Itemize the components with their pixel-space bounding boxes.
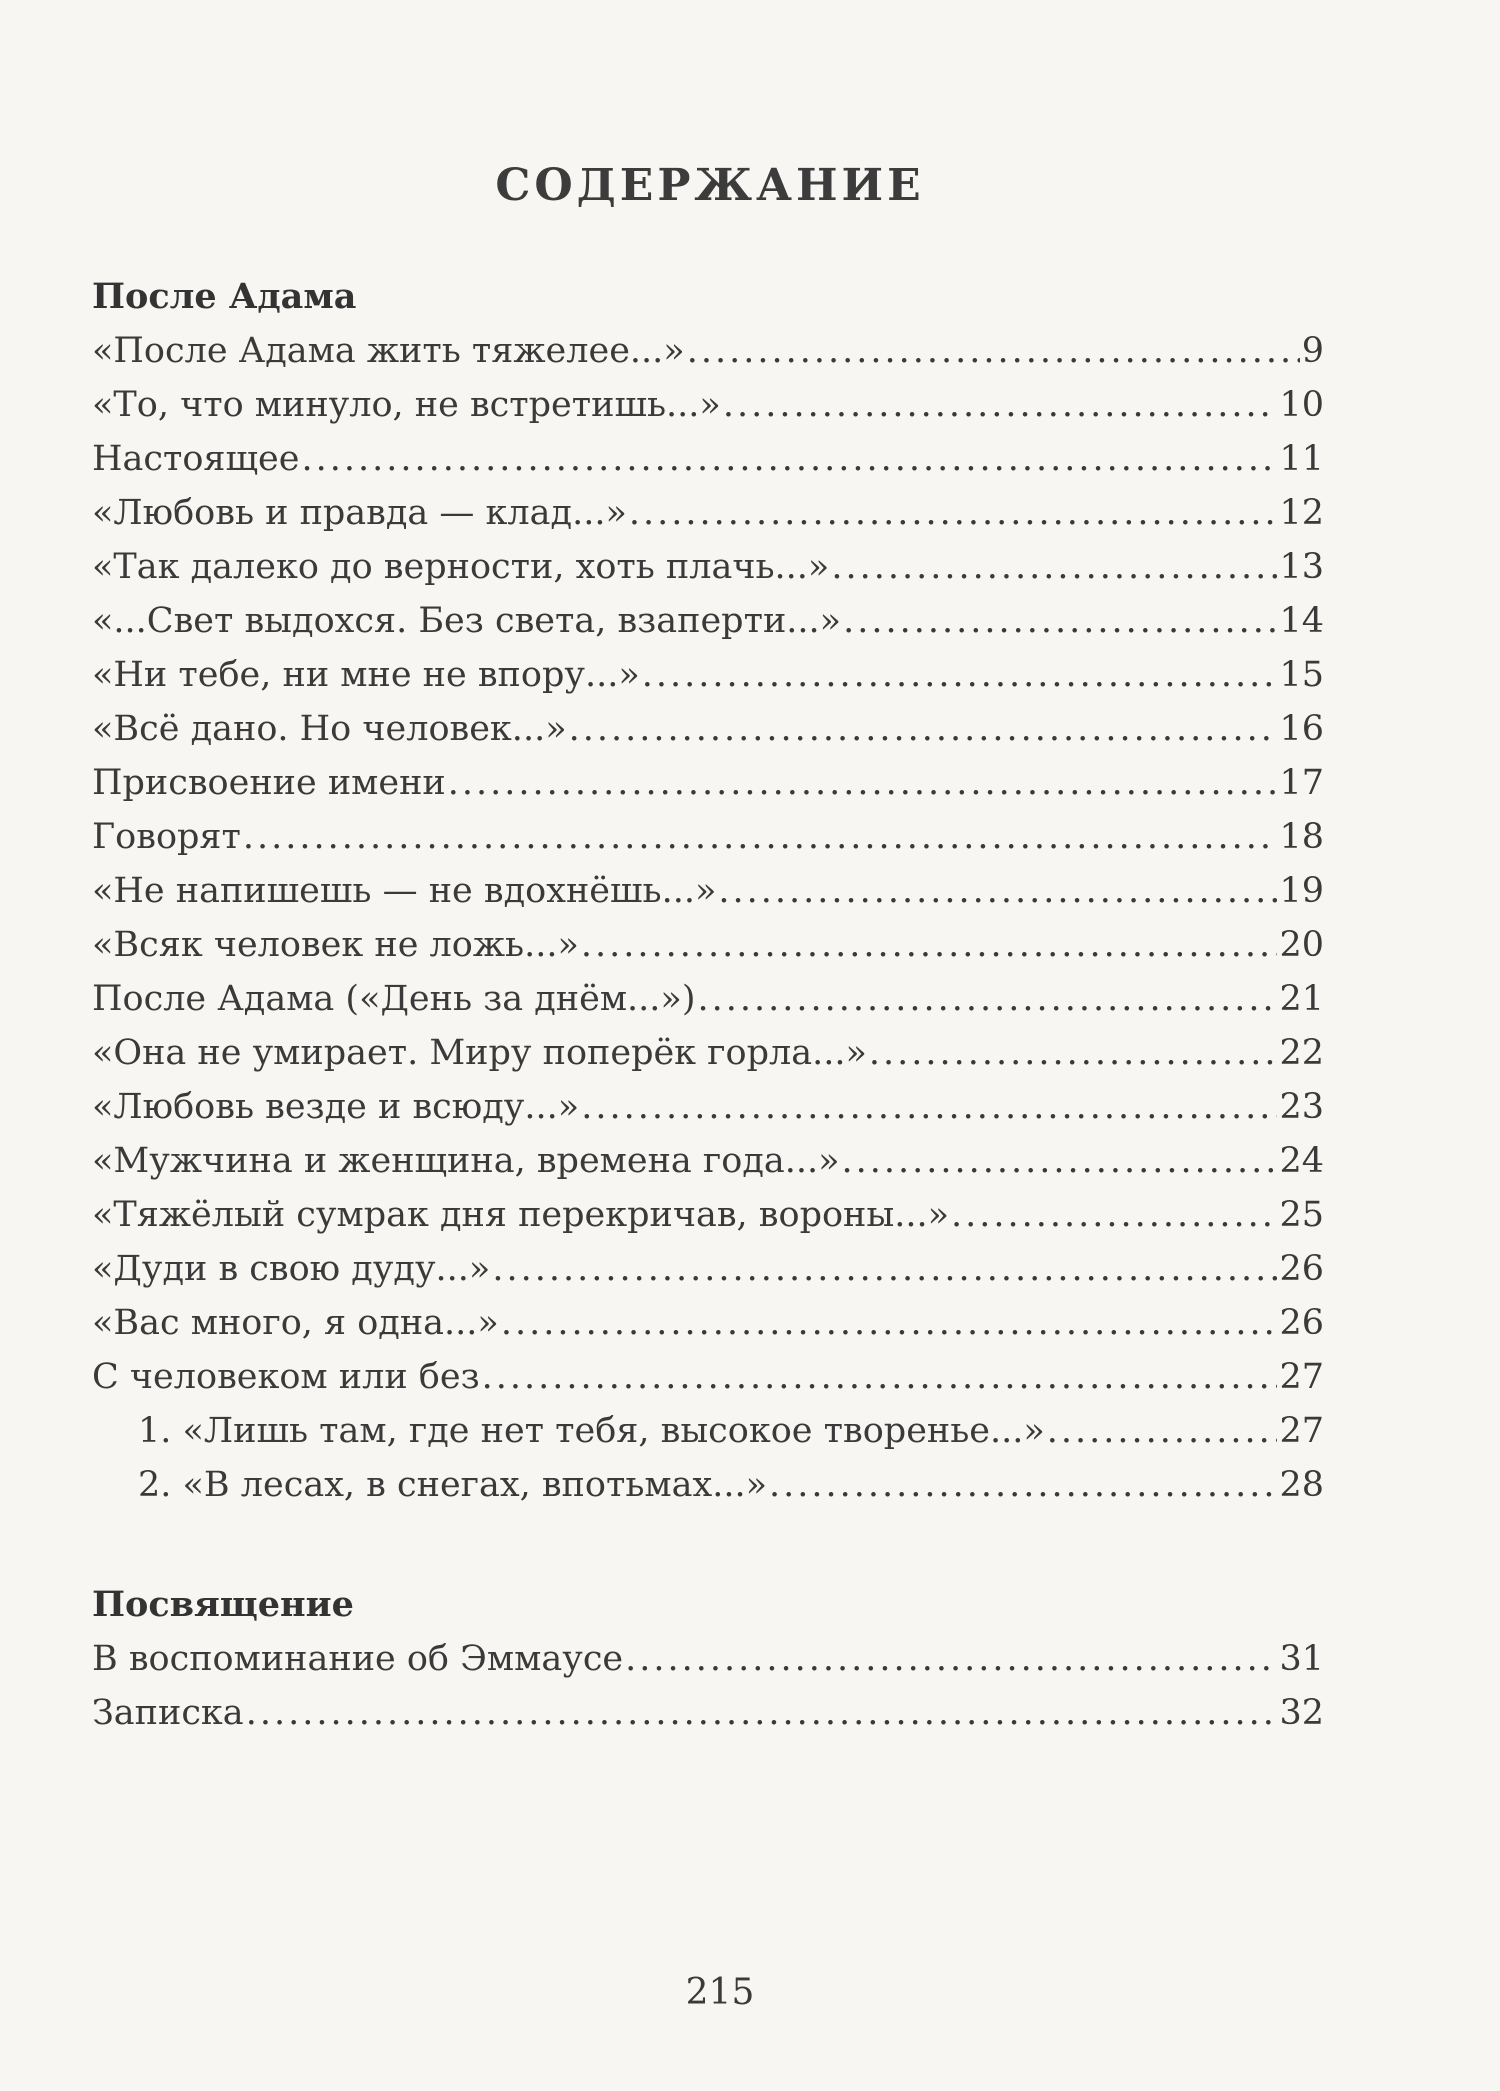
dot-leader [625,1632,1277,1686]
toc-entry [92,810,1324,864]
toc-entry [92,1242,1324,1296]
entry-title: «Так далеко до верности, хоть плачь...» [92,547,830,587]
entry-title: «Всё дано. Но человек...» [92,709,567,749]
toc-entry [92,540,1324,594]
entry-title: С человеком или без [92,1357,480,1397]
entry-page-number: 13 [1279,547,1324,587]
entry-page-number: 19 [1279,871,1324,911]
toc-entry [92,1350,1324,1404]
toc-entry [92,1188,1324,1242]
entry-page-number: 16 [1279,709,1324,749]
dot-leader [482,1350,1278,1404]
dot-leader [581,918,1278,972]
dot-leader [629,486,1278,540]
entry-page-number: 24 [1279,1141,1324,1181]
section-heading-posle-adama: После Адама [92,276,357,317]
toc-entry [92,324,1324,378]
toc-entry [92,864,1324,918]
toc-entry [92,378,1324,432]
toc-entry [92,432,1324,486]
page-number-footer: 215 [685,1972,755,2013]
dot-leader [843,594,1277,648]
dot-leader [869,1026,1278,1080]
entry-page-number: 27 [1279,1411,1324,1451]
entry-title: «Вас много, я одна...» [92,1303,499,1343]
entry-title: Настоящее [92,439,300,479]
entry-page-number: 27 [1279,1357,1324,1397]
page-title: СОДЕРЖАНИЕ [495,160,925,211]
toc-entry [92,1026,1324,1080]
entry-page-number: 14 [1279,601,1324,641]
toc-entry [92,1296,1324,1350]
toc-entry [92,972,1324,1026]
entry-title: «Всяк человек не ложь...» [92,925,579,965]
entry-title: «Ни тебе, ни мне не впору...» [92,655,640,695]
entry-page-number: 32 [1279,1693,1324,1733]
dot-leader [698,972,1278,1026]
entry-page-number: 28 [1279,1465,1324,1505]
entry-title: «Она не умирает. Миру поперёк горла...» [92,1033,867,1073]
entry-page-number: 22 [1279,1033,1324,1073]
toc-entry [92,1080,1324,1134]
entry-page-number: 26 [1279,1249,1324,1289]
entry-page-number: 25 [1279,1195,1324,1235]
toc-entry [92,594,1324,648]
dot-leader [301,432,1277,486]
entry-page-number: 18 [1279,817,1324,857]
entry-page-number: 9 [1301,331,1324,371]
toc-subentry [92,1458,1324,1512]
toc-entry [92,1632,1324,1686]
toc-entry [92,648,1324,702]
entry-title: «Мужчина и женщина, времена года...» [92,1141,840,1181]
dot-leader [687,324,1300,378]
dot-leader [769,1458,1277,1512]
dot-leader [723,378,1278,432]
toc-entry [92,702,1324,756]
entry-title: Записка [92,1693,244,1733]
section-gap [92,1512,1324,1578]
dot-leader [569,702,1278,756]
entry-title: 1. «Лишь там, где нет тебя, высокое творенье...» [138,1411,1045,1451]
entry-page-number: 26 [1279,1303,1324,1343]
entry-title: «Тяжёлый сумрак дня перекричав, вороны...» [92,1195,950,1235]
dot-leader [642,648,1278,702]
dot-leader [831,540,1277,594]
dot-leader [501,1296,1278,1350]
entry-title: В воспоминание об Эммаусе [92,1639,624,1679]
entry-page-number: 11 [1279,439,1324,479]
entry-page-number: 10 [1279,385,1324,425]
entry-title: «Любовь и правда — клад...» [92,493,627,533]
dot-leader [581,1080,1277,1134]
entry-page-number: 20 [1279,925,1324,965]
entry-page-number: 15 [1279,655,1324,695]
table-of-contents [92,270,1324,1740]
dot-leader [842,1134,1278,1188]
entry-title: «То, что минуло, не встретишь...» [92,385,721,425]
toc-entry [92,918,1324,972]
entry-title: «Дуди в свою дуду...» [92,1249,491,1289]
entry-title: Говорят [92,817,241,857]
entry-page-number: 17 [1279,763,1324,803]
dot-leader [492,1242,1277,1296]
entry-page-number: 31 [1279,1639,1324,1679]
toc-subentry [92,1404,1324,1458]
toc-entry [92,756,1324,810]
entry-title: Присвоение имени [92,763,446,803]
dot-leader [246,1686,1278,1740]
entry-title: «Любовь везде и всюду...» [92,1087,580,1127]
entry-page-number: 21 [1279,979,1324,1019]
toc-entry [92,486,1324,540]
entry-page-number: 23 [1279,1087,1324,1127]
entry-title: 2. «В лесах, в снегах, впотьмах...» [138,1465,767,1505]
entry-title: «...Свет выдохся. Без света, взаперти...» [92,601,842,641]
entry-title: «После Адама жить тяжелее...» [92,331,685,371]
entry-title: «Не напишешь — не вдохнёшь...» [92,871,717,911]
dot-leader [951,1188,1277,1242]
section-heading-posvyashchenie: Посвящение [92,1584,354,1625]
entry-title: После Адама («День за днём...») [92,979,696,1019]
toc-entry [92,1686,1324,1740]
dot-leader [1047,1404,1278,1458]
entry-page-number: 12 [1279,493,1324,533]
dot-leader [718,864,1277,918]
dot-leader [448,756,1278,810]
dot-leader [243,810,1278,864]
toc-entry [92,1134,1324,1188]
